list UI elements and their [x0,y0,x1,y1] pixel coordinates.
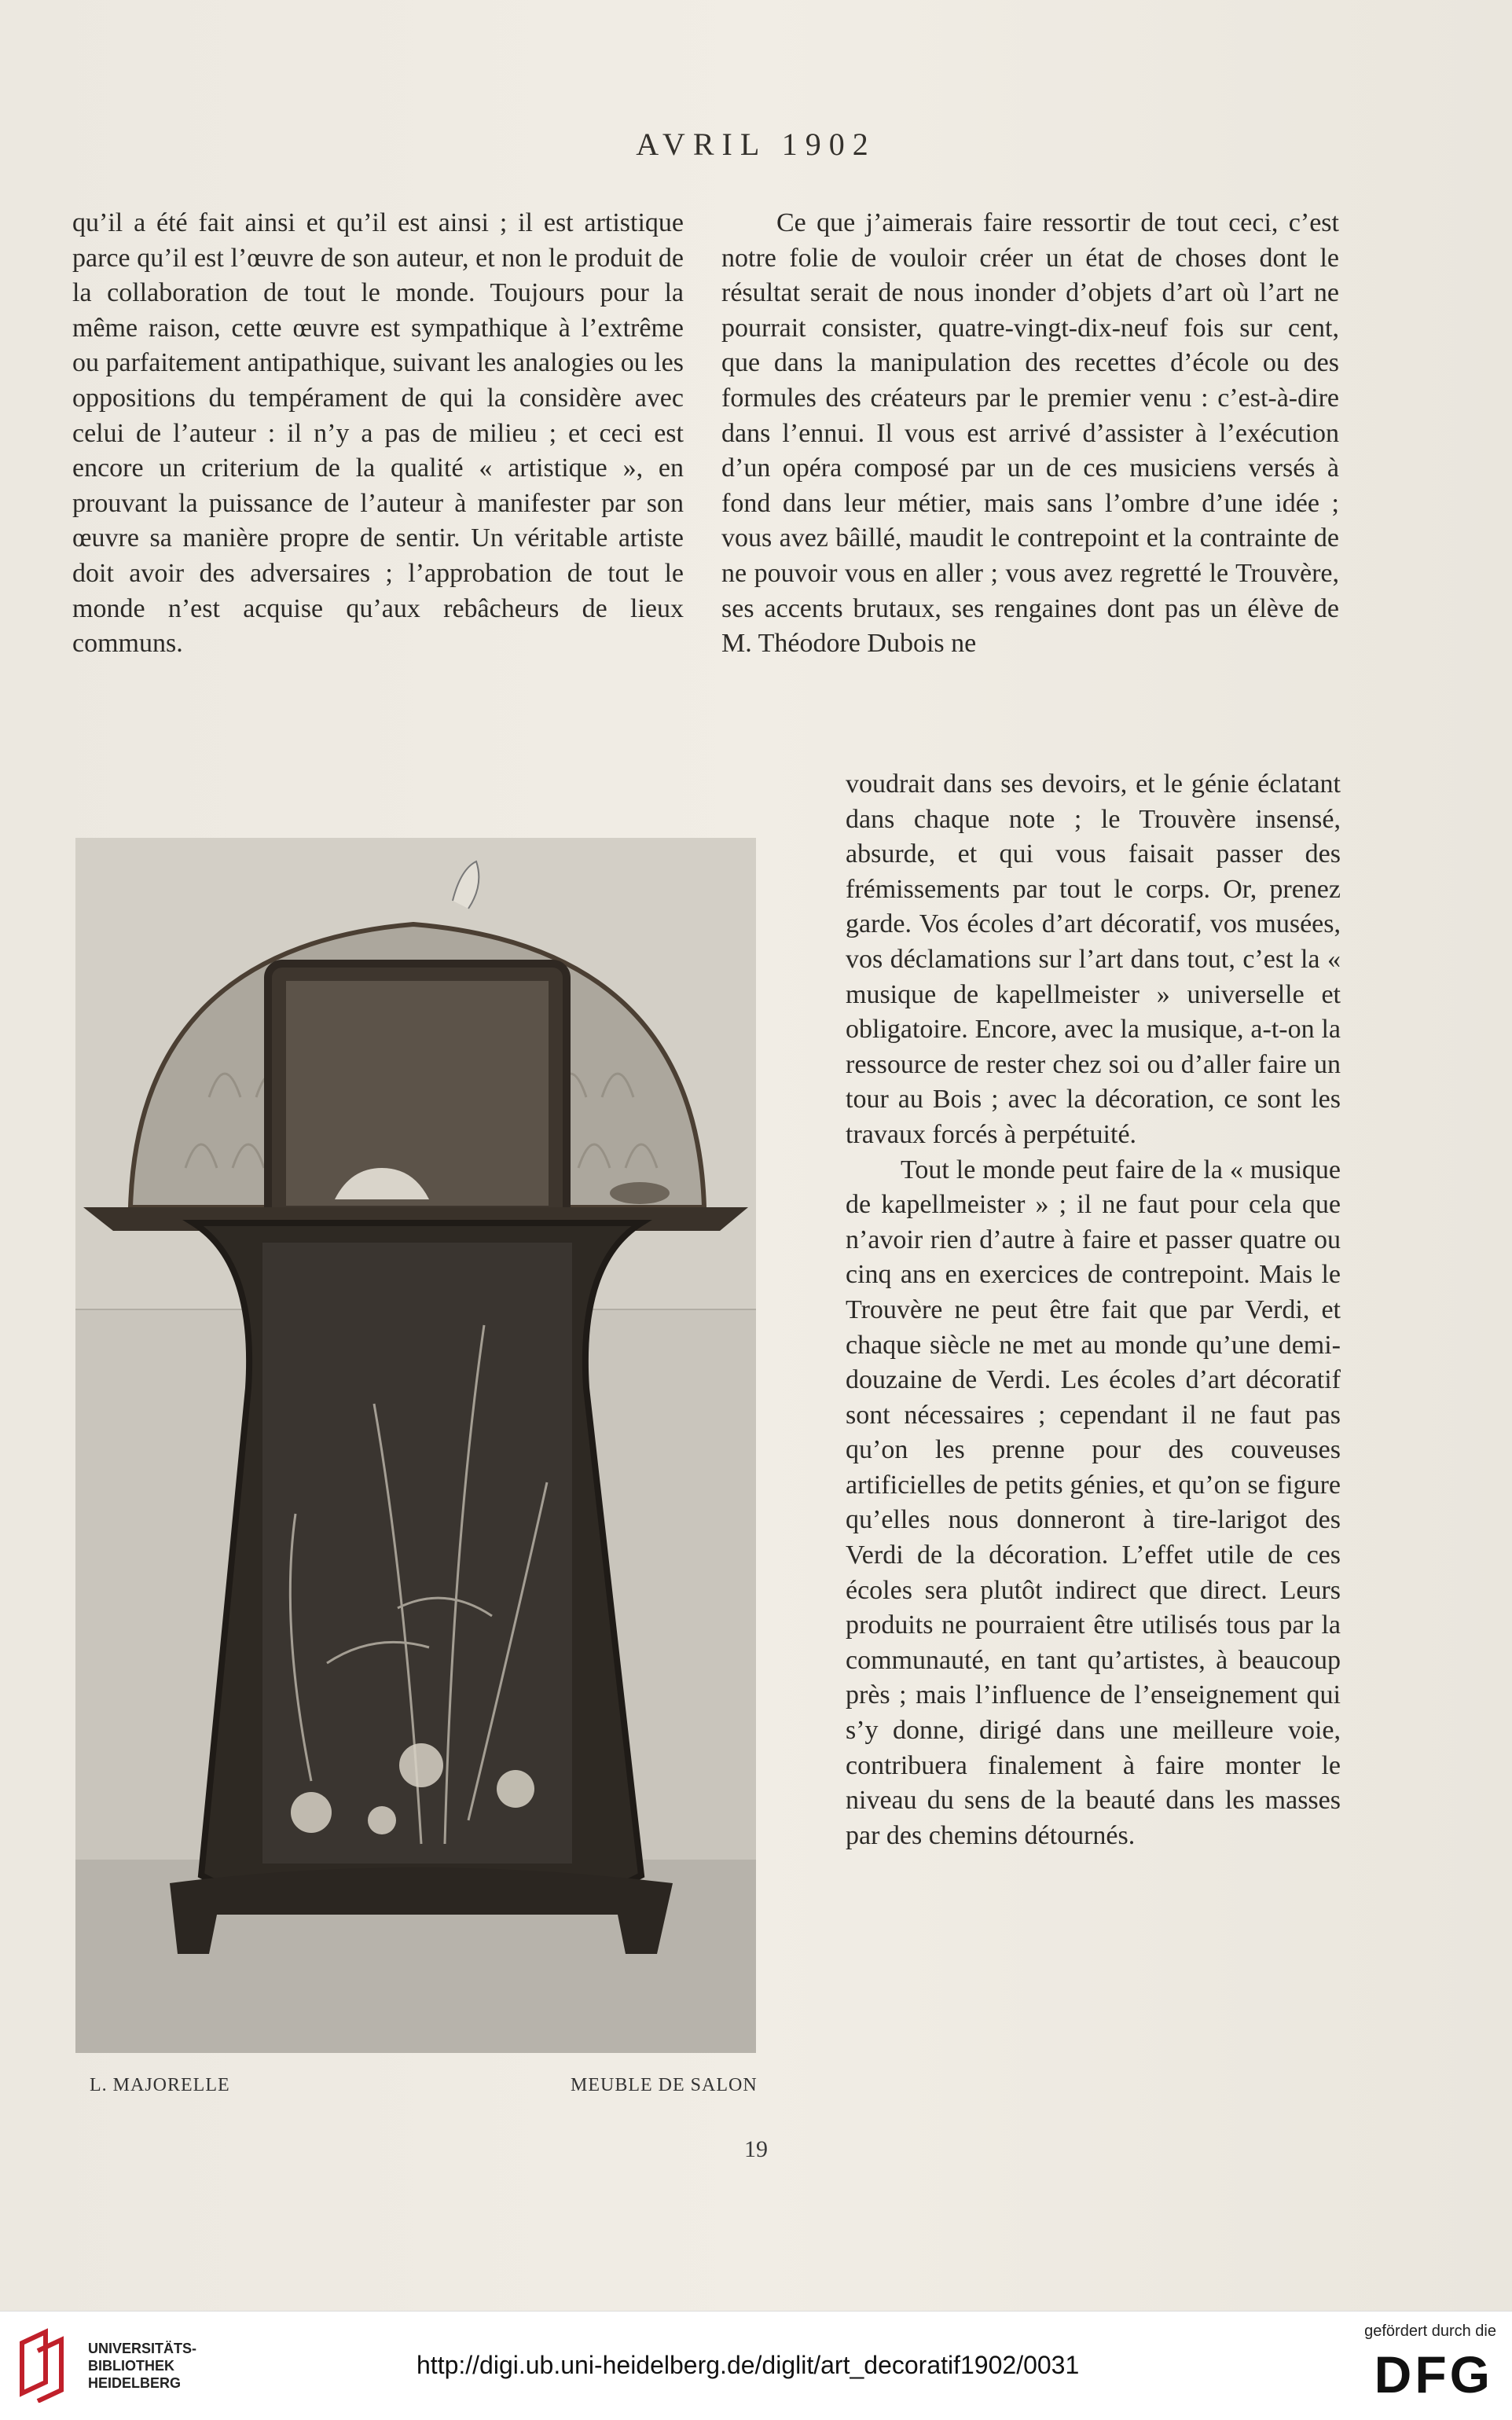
paragraph: Tout le monde peut faire de la « musique de kapellmeister » ; il ne faut pour cela que n’avoir rien d’autre à faire et passer quatre ou cinq ans en exercices de contrepoint. Mais le Trouvère ne peut être fait que par Verdi, et chaque siècle ne met au monde qu’une demi-douzaine de Verdi. Les écoles d’art décoratif sont nécessaires ; cependant il ne faut pas qu’on les prenne pour des couveuses artificielles de petits génies, et qu’on se figure qu’elles nous donneront à tire-larigot des Verdi de la décoration. L’effet utile de ces écoles sera plutôt indirect que direct. Leurs produits ne pourraient être utilisés tous par la communauté, en tant qu’artistes, à beaucoup près ; mais l’influence de l’enseignement qui s’y donne, dirigé dans une meilleure voie, contribuera finalement à faire monter le niveau du sens de la beauté dans les masses par des chemins détournés. [846,1155,1341,1850]
cabinet-illustration [75,838,756,2053]
funded-by-label: gefördert durch die [1364,2323,1496,2340]
right-text-column-top [721,206,1339,662]
running-header: AVRIL 1902 [636,127,876,162]
page-number: 19 [744,2136,768,2162]
left-text-column [72,206,684,662]
paragraph: qu’il a été fait ainsi et qu’il est ainsi ; il est artistique parce qu’il est l’œuvre de son auteur, et non le produit de la collaboration de tout le monde. Toujours pour la même raison, cette œuvre est sympathique à l’extrême ou parfaitement antipathique, suivant les analogies ou les oppositions du tempérament de qui la considère avec celui de l’auteur : il n’y a pas de milieu ; et ceci est encore un criterium de la qualité « artistique », en prouvant la puissance de l’auteur à manifester par son œuvre sa manière propre de sentir. Un véritable artiste doit avoir des adversaires ; l’approbation de tout le monde n’est acquise qu’aux rebâcheurs de lieux communs. [72,208,684,659]
institution-name: UNIVERSITÄTS- BIBLIOTHEK HEIDELBERG [88,2341,197,2391]
digitization-footer [0,2311,1512,2420]
figure-caption-title: MEUBLE DE SALON [571,2075,758,2095]
paragraph: voudrait dans ses devoirs, et le génie éclatant dans chaque note ; le Trouvère insensé, absurde, et qui vous faisait passer des frémissements par tout le corps. Or, prenez garde. Vos écoles d’art décoratif, vos musées, vos déclamations sur l’art dans tout, c’est la « musique de kapellmeister » universelle et obligatoire. Encore, avec la musique, a-t-on la ressource de rester chez soi ou d’aller faire un tour au Bois ; avec la décoration, ce sont les travaux forcés à perpétuité. [846,769,1341,1149]
paragraph: Ce que j’aimerais faire ressortir de tout ceci, c’est notre folie de vouloir créer un état de choses dont le résultat serait de nous inonder d’objets d’art où l’art ne pourrait consister, quatre-vingt-dix-neuf fois sur cent, que dans la manipulation des recettes d’école ou des formules des créateurs par le premier venu : c’est-à-dire dans l’ennui. Il vous est arrivé d’assister à l’exécution d’un opéra composé par un de ces musiciens versés à fond dans leur métier, mais sans l’ombre d’une idée ; vous avez bâillé, maudit le contrepoint et la contrainte de ne pouvoir vous en aller ; vous avez regretté le Trouvère, ses accents brutaux, ses rengaines dont pas un élève de M. Théodore Dubois ne [721,208,1339,659]
right-text-column-narrow [846,767,1341,1853]
furniture-photograph [75,838,756,2053]
university-library-logo-icon [14,2327,72,2403]
figure-caption-artist: L. MAJORELLE [90,2075,230,2095]
permalink-url[interactable]: http://digi.ub.uni-heidelberg.de/diglit/art_decoratif1902/0031 [417,2351,1080,2379]
dfg-logo: DFG [1374,2345,1493,2403]
